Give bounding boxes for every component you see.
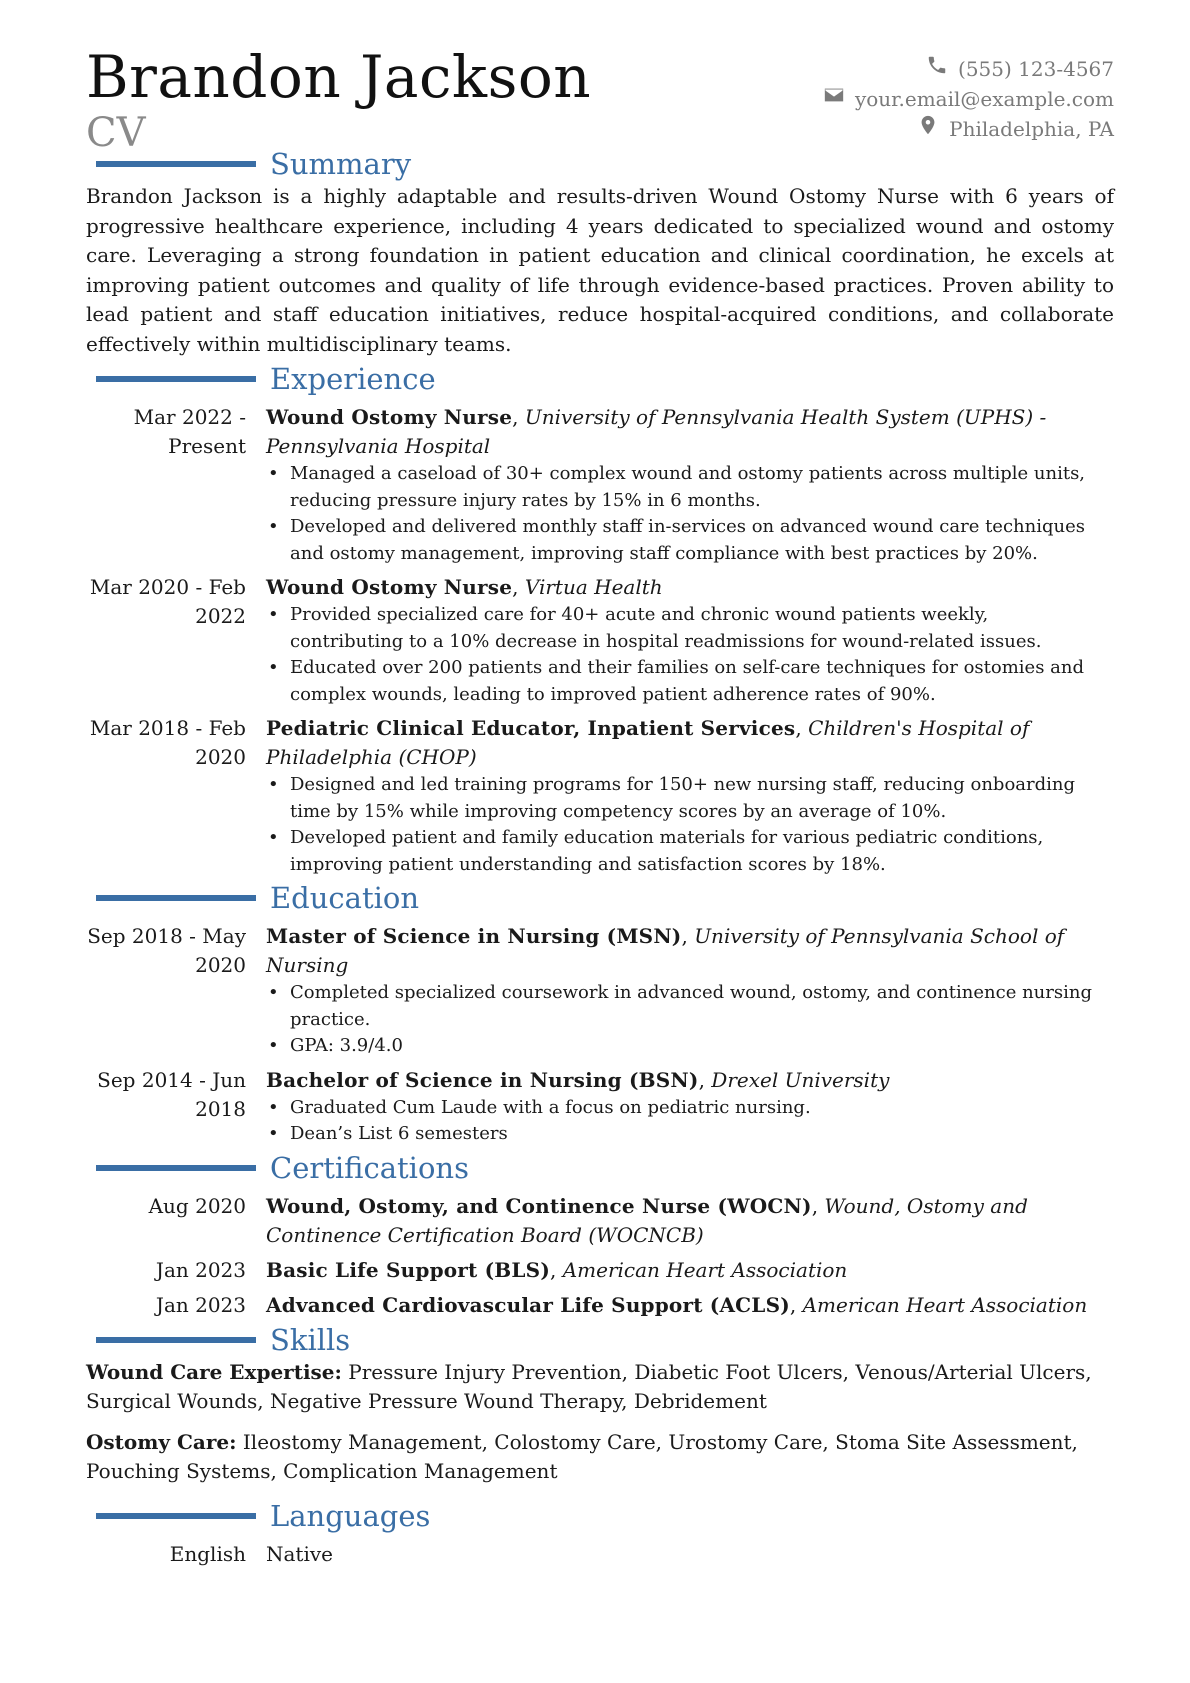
location-text: Philadelphia, PA	[949, 117, 1114, 141]
entry-bullets	[266, 1095, 1106, 1148]
experience-entry	[86, 573, 1114, 708]
section-skills	[86, 1322, 1114, 1486]
skill-group-text: Pressure Injury Prevention, Diabetic Foot Ulcers, Venous/Arterial Ulcers, Surgical Wounds, Negative Pressure Wound Therapy, Debridement	[86, 1359, 1092, 1413]
entry-date: Aug 2020	[148, 1193, 246, 1218]
entry-date: Mar 2022 - Present	[133, 405, 246, 458]
contact-location	[823, 114, 1114, 144]
entry-degree: Master of Science in Nursing (MSN)	[266, 924, 682, 948]
certification-name: Basic Life Support (BLS)	[266, 1257, 550, 1282]
certification-name: Wound, Ostomy, and Continence Nurse (WOCN)	[266, 1193, 812, 1218]
entry-body: Wound Ostomy Nurse, University of Pennsylvania Health System (UPHS) - Pennsylvania Hospital • Managed a caseload of 30+ complex wound and ostomy patients across multiple units, reducing pressure injury rates by 15% in 6 months. • Developed and delivered monthly staff in-services on advanced wound care techniques and ostomy management, improving staff compliance with best practices by 20%.	[266, 403, 1114, 567]
section-title: Certifications	[270, 1150, 469, 1185]
bullet-item: • Provided specialized care for 40+ acute and chronic wound patients weekly, contributing to a 10% decrease in hospital readmissions for wound-related issues.	[290, 602, 1106, 655]
entry-date: Jan 2023	[155, 1257, 246, 1282]
certification-entry	[86, 1192, 1114, 1250]
skill-group-label: Wound Care Expertise:	[86, 1359, 342, 1384]
envelope-icon	[823, 84, 845, 114]
skill-group	[86, 1358, 1114, 1416]
cv-page	[86, 44, 1114, 1569]
map-pin-icon	[917, 114, 939, 144]
entry-bullets	[266, 772, 1106, 878]
section-heading	[86, 1322, 1114, 1358]
section-title: Education	[270, 881, 420, 915]
bullet-item: • GPA: 3.9/4.0	[290, 1033, 1106, 1060]
entry-date: Mar 2020 - Feb 2022	[89, 575, 246, 628]
certification-entry	[86, 1291, 1114, 1320]
section-heading	[86, 1150, 1114, 1186]
bullet-item: • Managed a caseload of 30+ complex wound and ostomy patients across multiple units, reducing pressure injury rates by 15% in 6 months.	[290, 461, 1106, 514]
skill-group-text: Ileostomy Management, Colostomy Care, Urostomy Care, Stoma Site Assessment, Pouching Systems, Complication Management	[86, 1429, 1078, 1483]
entry-date: Sep 2014 - Jun 2018	[97, 1067, 246, 1121]
certification-entry	[86, 1256, 1114, 1285]
language-name: English	[169, 1541, 246, 1566]
experience-entry	[86, 714, 1114, 878]
certification-issuer: American Heart Association	[802, 1292, 1088, 1317]
section-title: Languages	[270, 1498, 431, 1533]
person-name: Brandon Jackson	[86, 43, 592, 111]
section-heading	[86, 1498, 1114, 1534]
entry-bullets	[266, 461, 1106, 567]
education-entry	[86, 922, 1114, 1060]
section-heading	[86, 361, 1114, 397]
section-accent-bar	[96, 1165, 256, 1171]
entry-bullets	[266, 602, 1106, 708]
section-accent-bar	[96, 1337, 256, 1343]
bullet-item: • Completed specialized coursework in advanced wound, ostomy, and continence nursing practice.	[290, 980, 1106, 1033]
bullet-item: • Developed and delivered monthly staff in-services on advanced wound care techniques and ostomy management, improving staff compliance with best practices by 20%.	[290, 514, 1106, 567]
entry-bullets	[266, 980, 1106, 1060]
entry-org: Children's Hospital of Philadelphia (CHOP)	[266, 716, 1030, 769]
entry-role: Pediatric Clinical Educator, Inpatient Services	[266, 716, 796, 740]
experience-entry	[86, 403, 1114, 567]
section-accent-bar	[96, 1513, 256, 1519]
entry-body: Pediatric Clinical Educator, Inpatient Services, Children's Hospital of Philadelphia (CHOP) • Designed and led training programs for 150+ new nursing staff, reducing onboarding time by 15% while improving competency scores by an average of 10%. • Developed patient and family education materials for various pediatric conditions, improving patient understanding and satisfaction scores by 18%.	[266, 714, 1114, 878]
section-accent-bar	[96, 161, 256, 167]
summary-text: Brandon Jackson is a highly adaptable and results-driven Wound Ostomy Nurse with 6 years of progressive healthcare experience, including 4 years dedicated to specialized wound and ostomy care. Leveraging a strong foundation in patient education and clinical coordination, he excels at improving patient outcomes and quality of life through evidence-based practices. Proven ability to lead patient and staff education initiatives, reduce hospital-acquired conditions, and collaborate effectively within multidisciplinary teams.	[86, 184, 1114, 356]
entry-date: Jan 2023	[155, 1292, 246, 1317]
entry-body: Bachelor of Science in Nursing (BSN), Drexel University • Graduated Cum Laude with a focus on pediatric nursing. • Dean’s List 6 semesters	[266, 1066, 1114, 1148]
section-accent-bar	[96, 376, 256, 382]
section-accent-bar	[96, 895, 256, 901]
section-education	[86, 880, 1114, 1148]
section-experience	[86, 361, 1114, 878]
section-summary	[86, 146, 1114, 359]
section-heading	[86, 146, 1114, 182]
entry-body: Wound, Ostomy, and Continence Nurse (WOCN), Wound, Ostomy and Continence Certification Board (WOCNCB)	[266, 1193, 1028, 1247]
phone-icon	[926, 54, 948, 84]
bullet-item: • Dean’s List 6 semesters	[290, 1121, 1106, 1148]
section-certifications	[86, 1150, 1114, 1320]
entry-body: Wound Ostomy Nurse, Virtua Health • Provided specialized care for 40+ acute and chronic wound patients weekly, contributing to a 10% decrease in hospital readmissions for wound-related issues. • Educated over 200 patients and their families on self-care techniques for ostomies and complex wounds, leading to improved patient adherence rates of 90%.	[266, 573, 1114, 708]
entry-body: Master of Science in Nursing (MSN), University of Pennsylvania School of Nursing • Completed specialized coursework in advanced wound, ostomy, and continence nursing practice. • GPA: 3.9/4.0	[266, 922, 1114, 1060]
certification-name: Advanced Cardiovascular Life Support (ACLS)	[266, 1292, 790, 1317]
skill-group	[86, 1428, 1114, 1486]
contact-phone[interactable]	[823, 54, 1114, 84]
education-entry	[86, 1066, 1114, 1148]
header	[86, 43, 1114, 156]
bullet-item: • Graduated Cum Laude with a focus on pediatric nursing.	[290, 1095, 1106, 1122]
language-entry	[86, 1540, 1114, 1569]
section-title: Summary	[270, 147, 412, 181]
entry-date: Sep 2018 - May 2020	[87, 924, 246, 977]
section-title: Skills	[270, 1322, 351, 1357]
section-languages	[86, 1498, 1114, 1569]
skill-group-label: Ostomy Care:	[86, 1429, 237, 1454]
bullet-item: • Developed patient and family education materials for various pediatric conditions, improving patient understanding and satisfaction scores by 18%.	[290, 825, 1106, 878]
certification-issuer: American Heart Association	[562, 1257, 848, 1282]
section-heading	[86, 880, 1114, 916]
section-title: Experience	[270, 362, 436, 396]
phone-number: (555) 123-4567	[958, 57, 1114, 81]
entry-role: Wound Ostomy Nurse	[266, 575, 513, 599]
entry-date: Mar 2018 - Feb 2020	[89, 716, 246, 769]
contact-email[interactable]	[823, 84, 1114, 114]
entry-body: Advanced Cardiovascular Life Support (ACLS), American Heart Association	[266, 1292, 1088, 1317]
entry-school: Drexel University	[711, 1067, 890, 1092]
contact-block	[823, 54, 1114, 144]
entry-org: University of Pennsylvania Health System (UPHS) - Pennsylvania Hospital	[266, 405, 1047, 458]
certification-issuer: Wound, Ostomy and Continence Certification Board (WOCNCB)	[266, 1193, 1028, 1247]
entry-role: Wound Ostomy Nurse	[266, 405, 513, 429]
entry-degree: Bachelor of Science in Nursing (BSN)	[266, 1067, 699, 1092]
email-address: your.email@example.com	[854, 87, 1114, 111]
bullet-item: • Designed and led training programs for 150+ new nursing staff, reducing onboarding time by 15% while improving competency scores by an average of 10%.	[290, 772, 1106, 825]
language-level: Native	[266, 1541, 333, 1566]
entry-org: Virtua Health	[524, 575, 663, 599]
entry-school: University of Pennsylvania School of Nursing	[266, 924, 1065, 977]
bullet-item: • Educated over 200 patients and their families on self-care techniques for ostomies and complex wounds, leading to improved patient adherence rates of 90%.	[290, 655, 1106, 708]
entry-body: Basic Life Support (BLS), American Heart Association	[266, 1257, 848, 1282]
document-subtitle: CV	[86, 110, 146, 156]
